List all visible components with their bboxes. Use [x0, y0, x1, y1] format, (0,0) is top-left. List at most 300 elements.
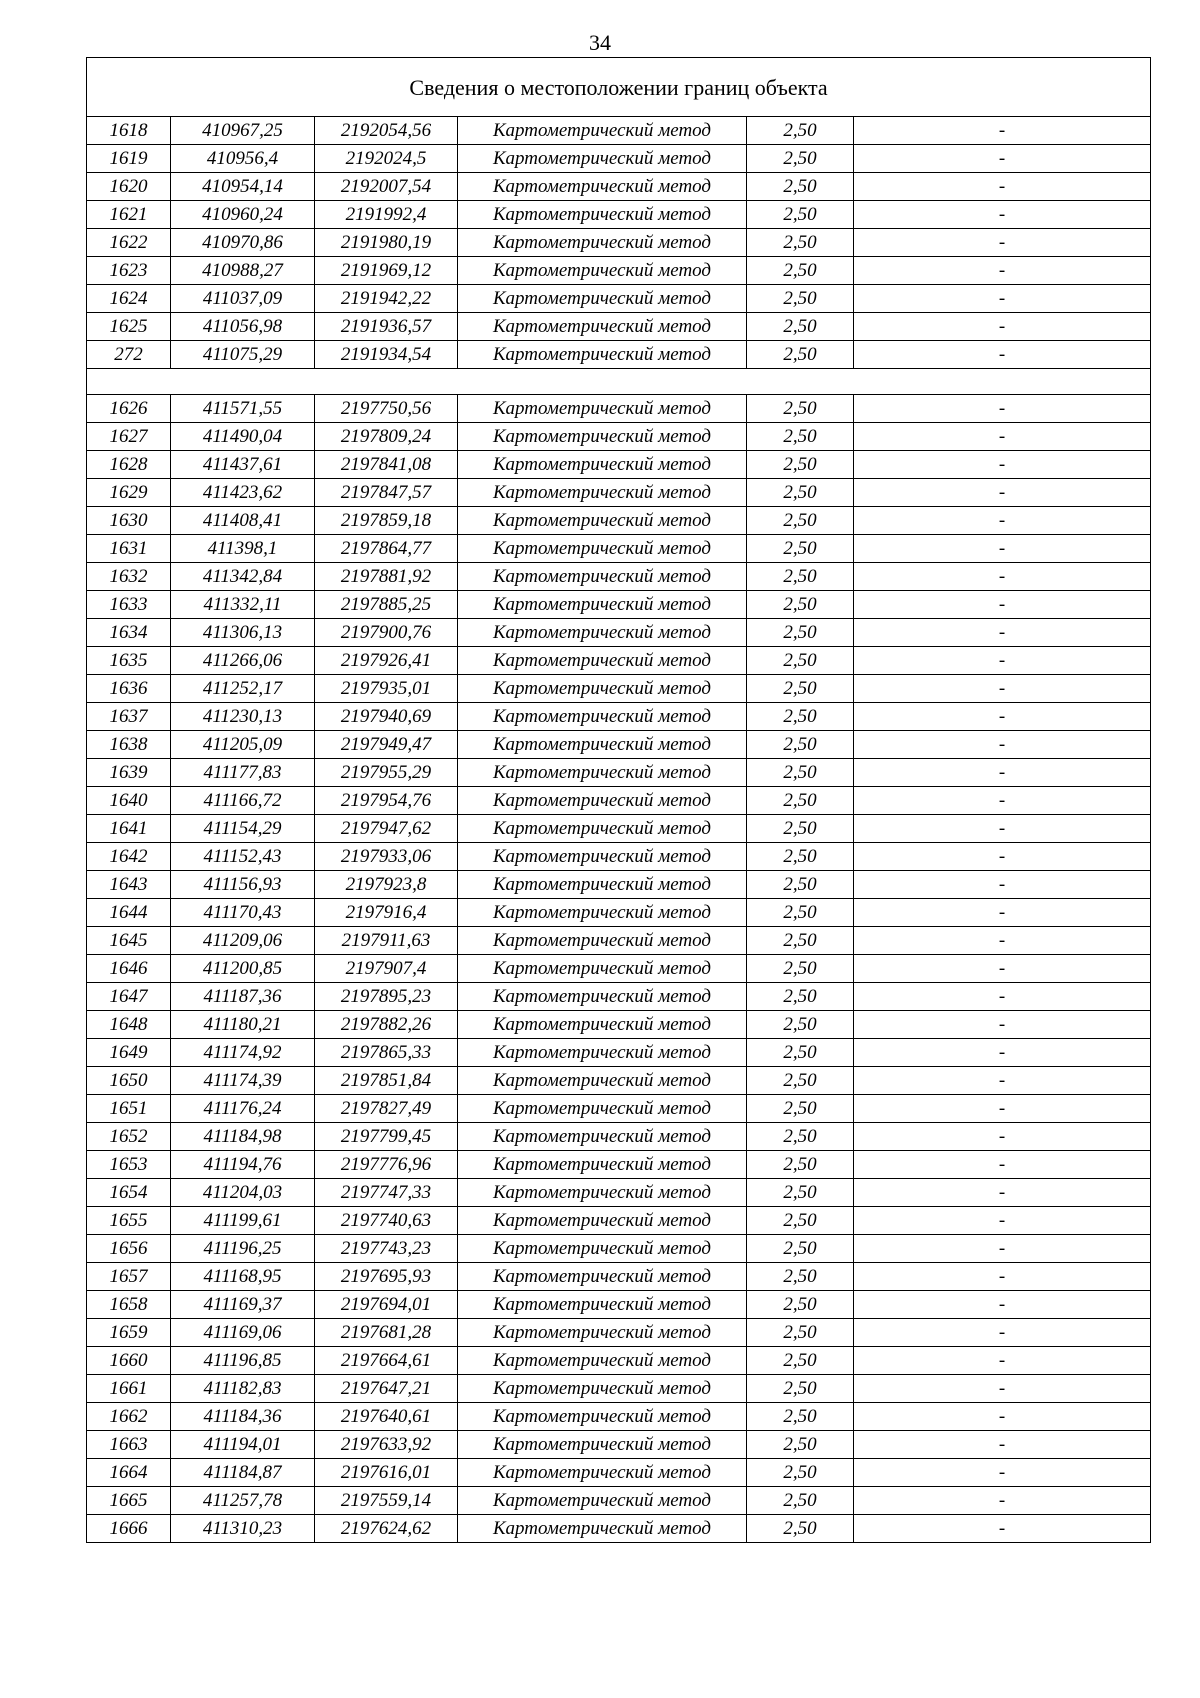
coord-y-cell: 2197647,21 [315, 1375, 458, 1403]
accuracy-cell: 2,50 [747, 591, 854, 619]
description-cell: - [854, 341, 1151, 369]
description-cell: - [854, 675, 1151, 703]
table-row [87, 563, 1151, 591]
description-cell: - [854, 619, 1151, 647]
accuracy-cell: 2,50 [747, 1375, 854, 1403]
method-cell: Картометрический метод [458, 1319, 747, 1347]
accuracy-cell: 2,50 [747, 955, 854, 983]
accuracy-cell: 2,50 [747, 1347, 854, 1375]
coord-y-cell: 2197911,63 [315, 927, 458, 955]
accuracy-cell: 2,50 [747, 285, 854, 313]
coord-x-cell: 410970,86 [171, 229, 315, 257]
accuracy-cell: 2,50 [747, 1151, 854, 1179]
table-row [87, 675, 1151, 703]
point-number-cell: 1640 [87, 787, 171, 815]
coord-x-cell: 411194,76 [171, 1151, 315, 1179]
method-cell: Картометрический метод [458, 117, 747, 145]
method-cell: Картометрический метод [458, 1515, 747, 1543]
accuracy-cell: 2,50 [747, 201, 854, 229]
method-cell: Картометрический метод [458, 647, 747, 675]
point-number-cell: 1637 [87, 703, 171, 731]
coord-y-cell: 2197851,84 [315, 1067, 458, 1095]
point-number-cell: 1645 [87, 927, 171, 955]
accuracy-cell: 2,50 [747, 619, 854, 647]
accuracy-cell: 2,50 [747, 145, 854, 173]
accuracy-cell: 2,50 [747, 647, 854, 675]
point-number-cell: 1662 [87, 1403, 171, 1431]
coord-x-cell: 411196,85 [171, 1347, 315, 1375]
coord-x-cell: 410956,4 [171, 145, 315, 173]
accuracy-cell: 2,50 [747, 1011, 854, 1039]
coord-y-cell: 2191969,12 [315, 257, 458, 285]
method-cell: Картометрический метод [458, 1039, 747, 1067]
table-row [87, 1095, 1151, 1123]
method-cell: Картометрический метод [458, 1207, 747, 1235]
description-cell: - [854, 535, 1151, 563]
coord-y-cell: 2197864,77 [315, 535, 458, 563]
method-cell: Картометрический метод [458, 257, 747, 285]
description-cell: - [854, 563, 1151, 591]
description-cell: - [854, 1431, 1151, 1459]
accuracy-cell: 2,50 [747, 563, 854, 591]
description-cell: - [854, 229, 1151, 257]
coord-y-cell: 2197750,56 [315, 395, 458, 423]
method-cell: Картометрический метод [458, 871, 747, 899]
description-cell: - [854, 871, 1151, 899]
coord-y-cell: 2197640,61 [315, 1403, 458, 1431]
coord-y-cell: 2197933,06 [315, 843, 458, 871]
coord-x-cell: 411170,43 [171, 899, 315, 927]
table-row [87, 955, 1151, 983]
coord-x-cell: 411056,98 [171, 313, 315, 341]
description-cell: - [854, 395, 1151, 423]
accuracy-cell: 2,50 [747, 1515, 854, 1543]
method-cell: Картометрический метод [458, 229, 747, 257]
accuracy-cell: 2,50 [747, 899, 854, 927]
coord-x-cell: 411182,83 [171, 1375, 315, 1403]
method-cell: Картометрический метод [458, 619, 747, 647]
accuracy-cell: 2,50 [747, 257, 854, 285]
point-number-cell: 1630 [87, 507, 171, 535]
method-cell: Картометрический метод [458, 285, 747, 313]
method-cell: Картометрический метод [458, 983, 747, 1011]
coord-y-cell: 2197907,4 [315, 955, 458, 983]
description-cell: - [854, 1179, 1151, 1207]
coord-x-cell: 411184,98 [171, 1123, 315, 1151]
accuracy-cell: 2,50 [747, 423, 854, 451]
coord-x-cell: 411398,1 [171, 535, 315, 563]
table-row [87, 535, 1151, 563]
point-number-cell: 1653 [87, 1151, 171, 1179]
accuracy-cell: 2,50 [747, 535, 854, 563]
accuracy-cell: 2,50 [747, 1095, 854, 1123]
table-row [87, 341, 1151, 369]
table-row [87, 395, 1151, 423]
table-row [87, 507, 1151, 535]
description-cell: - [854, 145, 1151, 173]
table-row [87, 1263, 1151, 1291]
description-cell: - [854, 591, 1151, 619]
point-number-cell: 1629 [87, 479, 171, 507]
point-number-cell: 1665 [87, 1487, 171, 1515]
point-number-cell: 1650 [87, 1067, 171, 1095]
coord-y-cell: 2197916,4 [315, 899, 458, 927]
description-cell: - [854, 1067, 1151, 1095]
coord-x-cell: 411184,36 [171, 1403, 315, 1431]
method-cell: Картометрический метод [458, 703, 747, 731]
accuracy-cell: 2,50 [747, 1123, 854, 1151]
accuracy-cell: 2,50 [747, 983, 854, 1011]
accuracy-cell: 2,50 [747, 229, 854, 257]
method-cell: Картометрический метод [458, 201, 747, 229]
coord-y-cell: 2197633,92 [315, 1431, 458, 1459]
method-cell: Картометрический метод [458, 927, 747, 955]
table-row [87, 229, 1151, 257]
coord-y-cell: 2191992,4 [315, 201, 458, 229]
accuracy-cell: 2,50 [747, 313, 854, 341]
description-cell: - [854, 843, 1151, 871]
coord-y-cell: 2191936,57 [315, 313, 458, 341]
point-number-cell: 1633 [87, 591, 171, 619]
accuracy-cell: 2,50 [747, 927, 854, 955]
point-number-cell: 1628 [87, 451, 171, 479]
table-row [87, 619, 1151, 647]
description-cell: - [854, 257, 1151, 285]
description-cell: - [854, 1515, 1151, 1543]
accuracy-cell: 2,50 [747, 1291, 854, 1319]
table-row [87, 843, 1151, 871]
accuracy-cell: 2,50 [747, 871, 854, 899]
accuracy-cell: 2,50 [747, 479, 854, 507]
table-row [87, 479, 1151, 507]
accuracy-cell: 2,50 [747, 173, 854, 201]
coord-y-cell: 2197799,45 [315, 1123, 458, 1151]
description-cell: - [854, 1375, 1151, 1403]
method-cell: Картометрический метод [458, 1235, 747, 1263]
coord-x-cell: 411252,17 [171, 675, 315, 703]
table-row [87, 423, 1151, 451]
coord-x-cell: 410988,27 [171, 257, 315, 285]
point-number-cell: 1648 [87, 1011, 171, 1039]
accuracy-cell: 2,50 [747, 675, 854, 703]
description-cell: - [854, 647, 1151, 675]
description-cell: - [854, 1319, 1151, 1347]
coord-x-cell: 411187,36 [171, 983, 315, 1011]
point-number-cell: 272 [87, 341, 171, 369]
point-number-cell: 1620 [87, 173, 171, 201]
coord-x-cell: 410967,25 [171, 117, 315, 145]
coord-x-cell: 411257,78 [171, 1487, 315, 1515]
accuracy-cell: 2,50 [747, 1487, 854, 1515]
boundary-coordinates-table [86, 57, 1151, 1543]
point-number-cell: 1644 [87, 899, 171, 927]
method-cell: Картометрический метод [458, 145, 747, 173]
description-cell: - [854, 1039, 1151, 1067]
coord-y-cell: 2197847,57 [315, 479, 458, 507]
point-number-cell: 1632 [87, 563, 171, 591]
table-row [87, 1179, 1151, 1207]
table-row [87, 1123, 1151, 1151]
accuracy-cell: 2,50 [747, 1403, 854, 1431]
method-cell: Картометрический метод [458, 563, 747, 591]
table-row [87, 117, 1151, 145]
coord-x-cell: 411194,01 [171, 1431, 315, 1459]
table-row [87, 1151, 1151, 1179]
point-number-cell: 1622 [87, 229, 171, 257]
coord-y-cell: 2192054,56 [315, 117, 458, 145]
table-row [87, 1515, 1151, 1543]
method-cell: Картометрический метод [458, 1067, 747, 1095]
point-number-cell: 1621 [87, 201, 171, 229]
accuracy-cell: 2,50 [747, 843, 854, 871]
coord-x-cell: 411180,21 [171, 1011, 315, 1039]
coord-x-cell: 411166,72 [171, 787, 315, 815]
table-row [87, 1431, 1151, 1459]
point-number-cell: 1625 [87, 313, 171, 341]
method-cell: Картометрический метод [458, 479, 747, 507]
coord-y-cell: 2197895,23 [315, 983, 458, 1011]
point-number-cell: 1664 [87, 1459, 171, 1487]
coord-x-cell: 411169,37 [171, 1291, 315, 1319]
method-cell: Картометрический метод [458, 313, 747, 341]
method-cell: Картометрический метод [458, 1123, 747, 1151]
coord-x-cell: 411306,13 [171, 619, 315, 647]
point-number-cell: 1636 [87, 675, 171, 703]
table-title: Сведения о местоположении границ объекта [87, 58, 1151, 117]
coord-x-cell: 411176,24 [171, 1095, 315, 1123]
method-cell: Картометрический метод [458, 1347, 747, 1375]
point-number-cell: 1642 [87, 843, 171, 871]
point-number-cell: 1624 [87, 285, 171, 313]
coord-y-cell: 2197841,08 [315, 451, 458, 479]
point-number-cell: 1627 [87, 423, 171, 451]
coord-y-cell: 2197859,18 [315, 507, 458, 535]
coord-x-cell: 411204,03 [171, 1179, 315, 1207]
description-cell: - [854, 313, 1151, 341]
method-cell: Картометрический метод [458, 1431, 747, 1459]
point-number-cell: 1655 [87, 1207, 171, 1235]
table-row [87, 1459, 1151, 1487]
description-cell: - [854, 759, 1151, 787]
method-cell: Картометрический метод [458, 787, 747, 815]
table-body [87, 58, 1151, 1543]
accuracy-cell: 2,50 [747, 395, 854, 423]
table-row [87, 1011, 1151, 1039]
coord-x-cell: 411075,29 [171, 341, 315, 369]
method-cell: Картометрический метод [458, 759, 747, 787]
table-row [87, 591, 1151, 619]
description-cell: - [854, 1235, 1151, 1263]
coord-x-cell: 411169,06 [171, 1319, 315, 1347]
coord-x-cell: 411230,13 [171, 703, 315, 731]
table-row [87, 1375, 1151, 1403]
coord-y-cell: 2197776,96 [315, 1151, 458, 1179]
point-number-cell: 1631 [87, 535, 171, 563]
coord-y-cell: 2191942,22 [315, 285, 458, 313]
method-cell: Картометрический метод [458, 507, 747, 535]
method-cell: Картометрический метод [458, 843, 747, 871]
description-cell: - [854, 1011, 1151, 1039]
coord-x-cell: 411037,09 [171, 285, 315, 313]
coord-y-cell: 2197695,93 [315, 1263, 458, 1291]
coord-x-cell: 411332,11 [171, 591, 315, 619]
accuracy-cell: 2,50 [747, 787, 854, 815]
table-row [87, 731, 1151, 759]
table-row [87, 871, 1151, 899]
table-row [87, 1235, 1151, 1263]
point-number-cell: 1618 [87, 117, 171, 145]
point-number-cell: 1658 [87, 1291, 171, 1319]
table-title-row [87, 58, 1151, 117]
point-number-cell: 1643 [87, 871, 171, 899]
description-cell: - [854, 787, 1151, 815]
point-number-cell: 1660 [87, 1347, 171, 1375]
coord-y-cell: 2197955,29 [315, 759, 458, 787]
description-cell: - [854, 927, 1151, 955]
point-number-cell: 1657 [87, 1263, 171, 1291]
coord-x-cell: 411571,55 [171, 395, 315, 423]
coord-x-cell: 411490,04 [171, 423, 315, 451]
accuracy-cell: 2,50 [747, 815, 854, 843]
method-cell: Картометрический метод [458, 1151, 747, 1179]
page-number: 34 [589, 30, 611, 55]
description-cell: - [854, 1123, 1151, 1151]
point-number-cell: 1635 [87, 647, 171, 675]
coord-y-cell: 2197827,49 [315, 1095, 458, 1123]
method-cell: Картометрический метод [458, 1375, 747, 1403]
method-cell: Картометрический метод [458, 955, 747, 983]
coord-x-cell: 411177,83 [171, 759, 315, 787]
description-cell: - [854, 1263, 1151, 1291]
description-cell: - [854, 983, 1151, 1011]
table-row [87, 1487, 1151, 1515]
description-cell: - [854, 1347, 1151, 1375]
description-cell: - [854, 285, 1151, 313]
accuracy-cell: 2,50 [747, 703, 854, 731]
table-row [87, 899, 1151, 927]
accuracy-cell: 2,50 [747, 1235, 854, 1263]
coord-y-cell: 2197935,01 [315, 675, 458, 703]
coord-x-cell: 411184,87 [171, 1459, 315, 1487]
coord-y-cell: 2197624,62 [315, 1515, 458, 1543]
coord-x-cell: 411152,43 [171, 843, 315, 871]
coord-x-cell: 411154,29 [171, 815, 315, 843]
table-row [87, 201, 1151, 229]
description-cell: - [854, 173, 1151, 201]
description-cell: - [854, 451, 1151, 479]
method-cell: Картометрический метод [458, 535, 747, 563]
point-number-cell: 1619 [87, 145, 171, 173]
accuracy-cell: 2,50 [747, 1459, 854, 1487]
coord-y-cell: 2192007,54 [315, 173, 458, 201]
accuracy-cell: 2,50 [747, 1263, 854, 1291]
coord-y-cell: 2191980,19 [315, 229, 458, 257]
coord-y-cell: 2197882,26 [315, 1011, 458, 1039]
table-row [87, 1207, 1151, 1235]
coord-y-cell: 2197681,28 [315, 1319, 458, 1347]
method-cell: Картометрический метод [458, 1403, 747, 1431]
point-number-cell: 1666 [87, 1515, 171, 1543]
coord-y-cell: 2197694,01 [315, 1291, 458, 1319]
method-cell: Картометрический метод [458, 1263, 747, 1291]
point-number-cell: 1639 [87, 759, 171, 787]
method-cell: Картометрический метод [458, 395, 747, 423]
point-number-cell: 1663 [87, 1431, 171, 1459]
table-row [87, 1067, 1151, 1095]
description-cell: - [854, 1459, 1151, 1487]
point-number-cell: 1634 [87, 619, 171, 647]
accuracy-cell: 2,50 [747, 759, 854, 787]
method-cell: Картометрический метод [458, 423, 747, 451]
method-cell: Картометрический метод [458, 1459, 747, 1487]
description-cell: - [854, 423, 1151, 451]
table-row [87, 983, 1151, 1011]
coord-y-cell: 2197743,23 [315, 1235, 458, 1263]
accuracy-cell: 2,50 [747, 1039, 854, 1067]
point-number-cell: 1651 [87, 1095, 171, 1123]
table-row [87, 173, 1151, 201]
description-cell: - [854, 1487, 1151, 1515]
method-cell: Картометрический метод [458, 675, 747, 703]
coord-x-cell: 411342,84 [171, 563, 315, 591]
method-cell: Картометрический метод [458, 1291, 747, 1319]
accuracy-cell: 2,50 [747, 1207, 854, 1235]
coord-y-cell: 2191934,54 [315, 341, 458, 369]
table-row [87, 759, 1151, 787]
table-row [87, 285, 1151, 313]
method-cell: Картометрический метод [458, 173, 747, 201]
coord-y-cell: 2197559,14 [315, 1487, 458, 1515]
coord-y-cell: 2197616,01 [315, 1459, 458, 1487]
method-cell: Картометрический метод [458, 451, 747, 479]
coord-x-cell: 411209,06 [171, 927, 315, 955]
point-number-cell: 1652 [87, 1123, 171, 1151]
coord-x-cell: 411423,62 [171, 479, 315, 507]
coord-y-cell: 2197926,41 [315, 647, 458, 675]
table-row [87, 927, 1151, 955]
description-cell: - [854, 117, 1151, 145]
point-number-cell: 1656 [87, 1235, 171, 1263]
table-row [87, 313, 1151, 341]
coord-y-cell: 2197940,69 [315, 703, 458, 731]
coord-y-cell: 2197954,76 [315, 787, 458, 815]
table-row [87, 647, 1151, 675]
group-separator-cell [87, 369, 1151, 395]
point-number-cell: 1659 [87, 1319, 171, 1347]
description-cell: - [854, 201, 1151, 229]
table-row [87, 1039, 1151, 1067]
accuracy-cell: 2,50 [747, 731, 854, 759]
coord-x-cell: 411408,41 [171, 507, 315, 535]
coord-y-cell: 2197885,25 [315, 591, 458, 619]
accuracy-cell: 2,50 [747, 1431, 854, 1459]
coord-y-cell: 2197747,33 [315, 1179, 458, 1207]
coord-x-cell: 411174,92 [171, 1039, 315, 1067]
method-cell: Картометрический метод [458, 1179, 747, 1207]
description-cell: - [854, 1291, 1151, 1319]
table-row [87, 145, 1151, 173]
coord-x-cell: 411168,95 [171, 1263, 315, 1291]
method-cell: Картометрический метод [458, 1011, 747, 1039]
table-row [87, 1291, 1151, 1319]
description-cell: - [854, 479, 1151, 507]
point-number-cell: 1661 [87, 1375, 171, 1403]
coord-x-cell: 411196,25 [171, 1235, 315, 1263]
table-row [87, 1347, 1151, 1375]
description-cell: - [854, 1095, 1151, 1123]
coord-y-cell: 2197949,47 [315, 731, 458, 759]
method-cell: Картометрический метод [458, 899, 747, 927]
